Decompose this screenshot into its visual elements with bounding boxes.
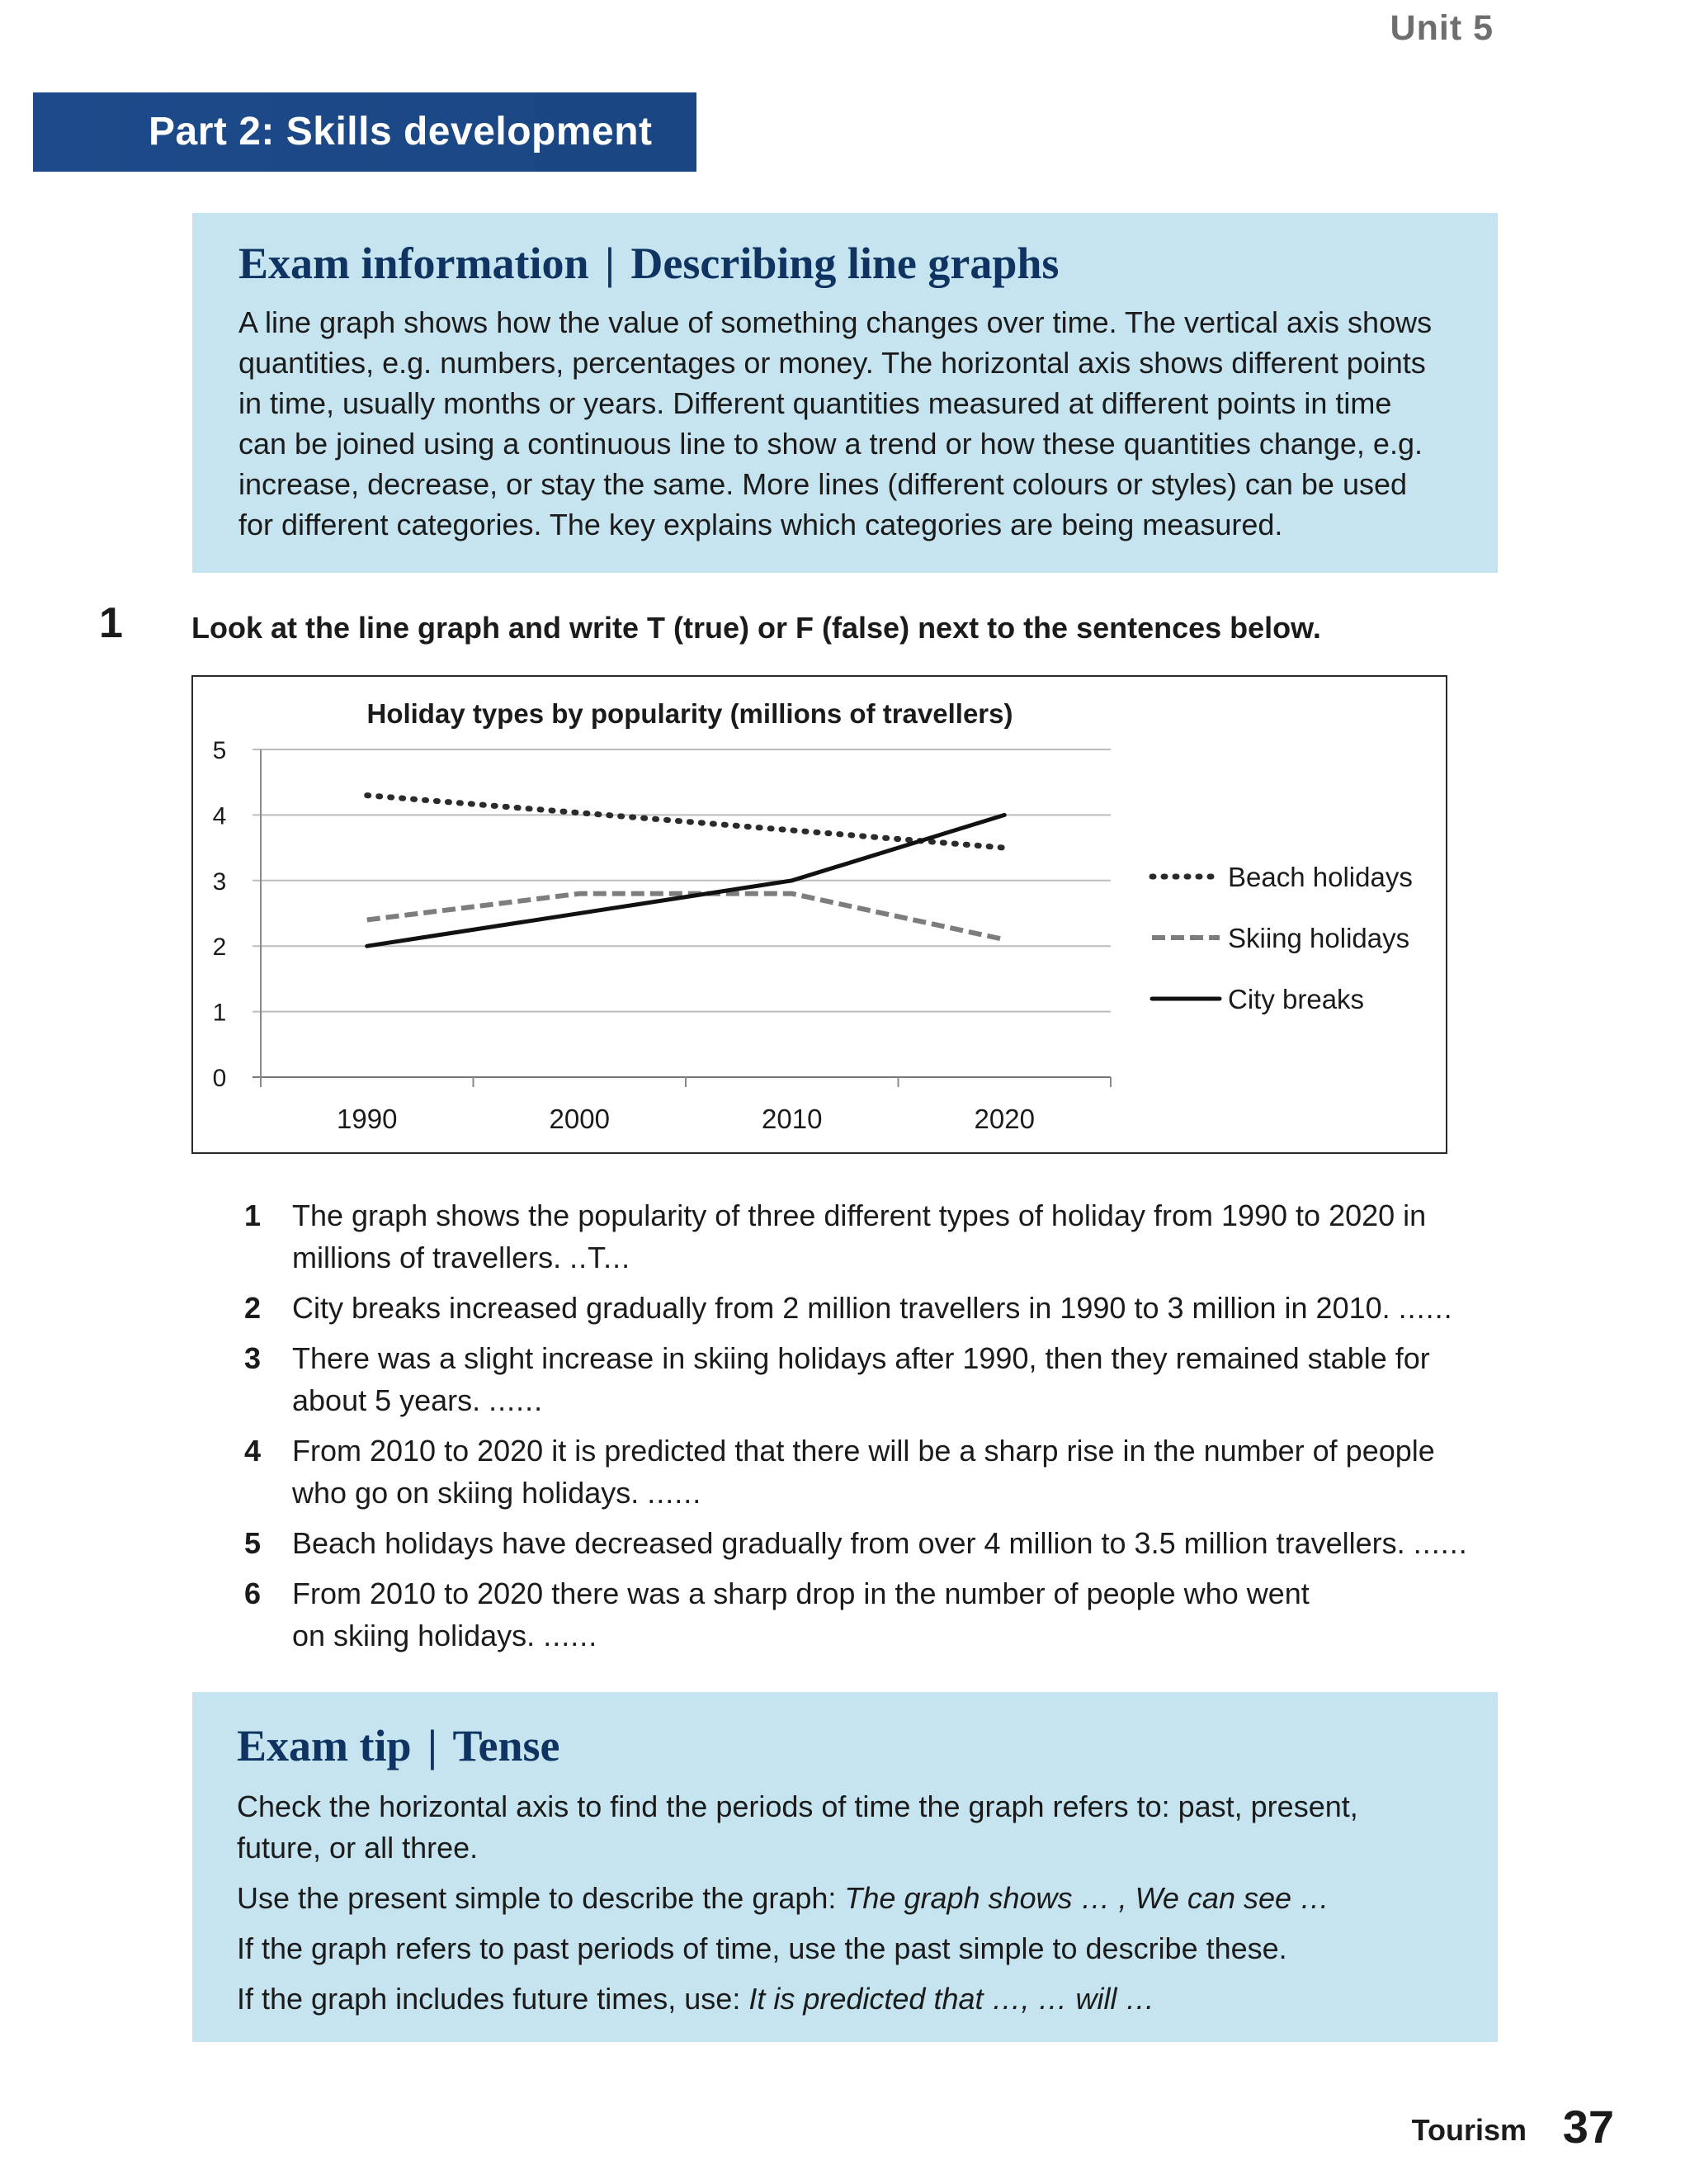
answer-blank[interactable]: ...... [647,1476,702,1510]
tip-example: The graph shows … , We can see … [844,1881,1330,1915]
statement-number: 1 [244,1198,262,1232]
info-line: quantities, e.g. numbers, percentages or money. The horizontal axis shows different points [238,346,1426,380]
statement-line: on skiing holidays. [292,1619,536,1652]
info-line: can be joined using a continuous line to show a trend or how these quantities change, e.g. [238,427,1423,461]
tip-text: future, or all three. [237,1831,479,1865]
question-instruction: Look at the line graph and write T (true) or F (false) next to the sentences below. [191,611,1321,645]
tip-text: If the graph includes future times, use: [237,1982,749,2016]
statement-line: who go on skiing holidays. [292,1476,640,1510]
statement-number: 6 [244,1577,262,1610]
tip-line [237,1786,1448,1869]
title-separator: | [427,1721,437,1770]
x-tick-label: 2020 [974,1104,1035,1134]
statement-item [239,1194,1527,1279]
x-tick-label: 1990 [337,1104,398,1134]
page-number: 37 [1562,2101,1614,2153]
statement-item [239,1337,1527,1421]
title-right: Tense [452,1721,560,1770]
exam-information-box [192,213,1498,573]
answer-blank[interactable]: ..T... [569,1241,631,1274]
legend-label: Skiing holidays [1228,923,1410,953]
statement-item [239,1430,1527,1514]
exam-tip-title [237,1720,1448,1771]
y-tick-label: 1 [212,999,227,1027]
title-left: Exam information [238,239,589,288]
series-line-beach-holidays [367,796,1005,849]
part-banner [33,92,696,172]
part-title: Part 2: Skills development [149,110,653,154]
x-tick-label: 2010 [762,1104,823,1134]
tip-line: If the graph refers to past periods of time, use the past simple to describe these. [237,1931,1287,1965]
title-right: Describing line graphs [630,239,1060,288]
statement-line: From 2010 to 2020 it is predicted that there will be a sharp rise in the number of people [292,1434,1435,1468]
y-tick-label: 5 [212,737,227,764]
exam-information-text [238,302,1448,545]
exam-tip-box [192,1692,1498,2042]
statement-item [239,1572,1527,1657]
statement-list [239,1194,1527,1665]
statement-line: Beach holidays have decreased gradually from over 4 million to 3.5 million travellers. [292,1526,1405,1560]
title-separator: | [605,239,615,288]
statement-item [239,1522,1527,1564]
info-line: A line graph shows how the value of something changes over time. The vertical axis shows [238,305,1433,339]
info-line: increase, decrease, or stay the same. More lines (different colours or styles) can be used [238,467,1408,501]
info-line: in time, usually months or years. Different quantities measured at different points in time [238,386,1392,420]
question-number: 1 [99,599,123,647]
tip-text: Use the present simple to describe the graph: [237,1881,845,1915]
statement-line: millions of travellers. [292,1241,562,1274]
y-tick-label: 4 [212,802,227,830]
statement-number: 4 [244,1434,262,1468]
legend-label: City breaks [1228,984,1365,1014]
y-tick-label: 2 [212,934,227,962]
chart-svg [193,677,1446,1152]
tip-line [237,1978,1448,2020]
unit-label: Unit 5 [1390,8,1494,48]
statement-line: about 5 years. [292,1383,481,1417]
statement-line: From 2010 to 2020 there was a sharp drop in the number of people who went [292,1577,1310,1610]
x-tick-label: 2000 [549,1104,610,1134]
info-line: for different categories. The key explains which categories are being measured. [238,508,1283,541]
footer-section: Tourism [1411,2113,1527,2147]
chart-title: Holiday types by popularity (millions of travellers) [366,698,1013,729]
exam-information-title [238,238,1448,289]
legend-label: Beach holidays [1228,862,1413,892]
answer-blank[interactable]: ...... [1413,1526,1468,1560]
statement-line: City breaks increased gradually from 2 million travellers in 1990 to 3 million in 2010. [292,1291,1390,1325]
statement-line: There was a slight increase in skiing holidays after 1990, then they remained stable for [292,1341,1430,1375]
y-tick-label: 3 [212,867,227,896]
answer-blank[interactable]: ...... [1398,1291,1453,1325]
answer-blank[interactable]: ...... [489,1383,544,1417]
line-chart [191,675,1447,1154]
answer-blank[interactable]: ...... [543,1619,598,1652]
tip-example: It is predicted that …, … will … [748,1982,1155,2016]
tip-line [237,1878,1448,1919]
tip-text: Check the horizontal axis to find the periods of time the graph refers to: past, present, [237,1789,1358,1823]
statement-line: The graph shows the popularity of three different types of holiday from 1990 to 2020 in [292,1198,1427,1232]
title-left: Exam tip [237,1721,412,1770]
statement-item [239,1287,1527,1329]
statement-number: 3 [244,1341,262,1375]
y-tick-label: 0 [212,1065,227,1092]
statement-number: 5 [244,1526,262,1560]
statement-number: 2 [244,1291,262,1325]
